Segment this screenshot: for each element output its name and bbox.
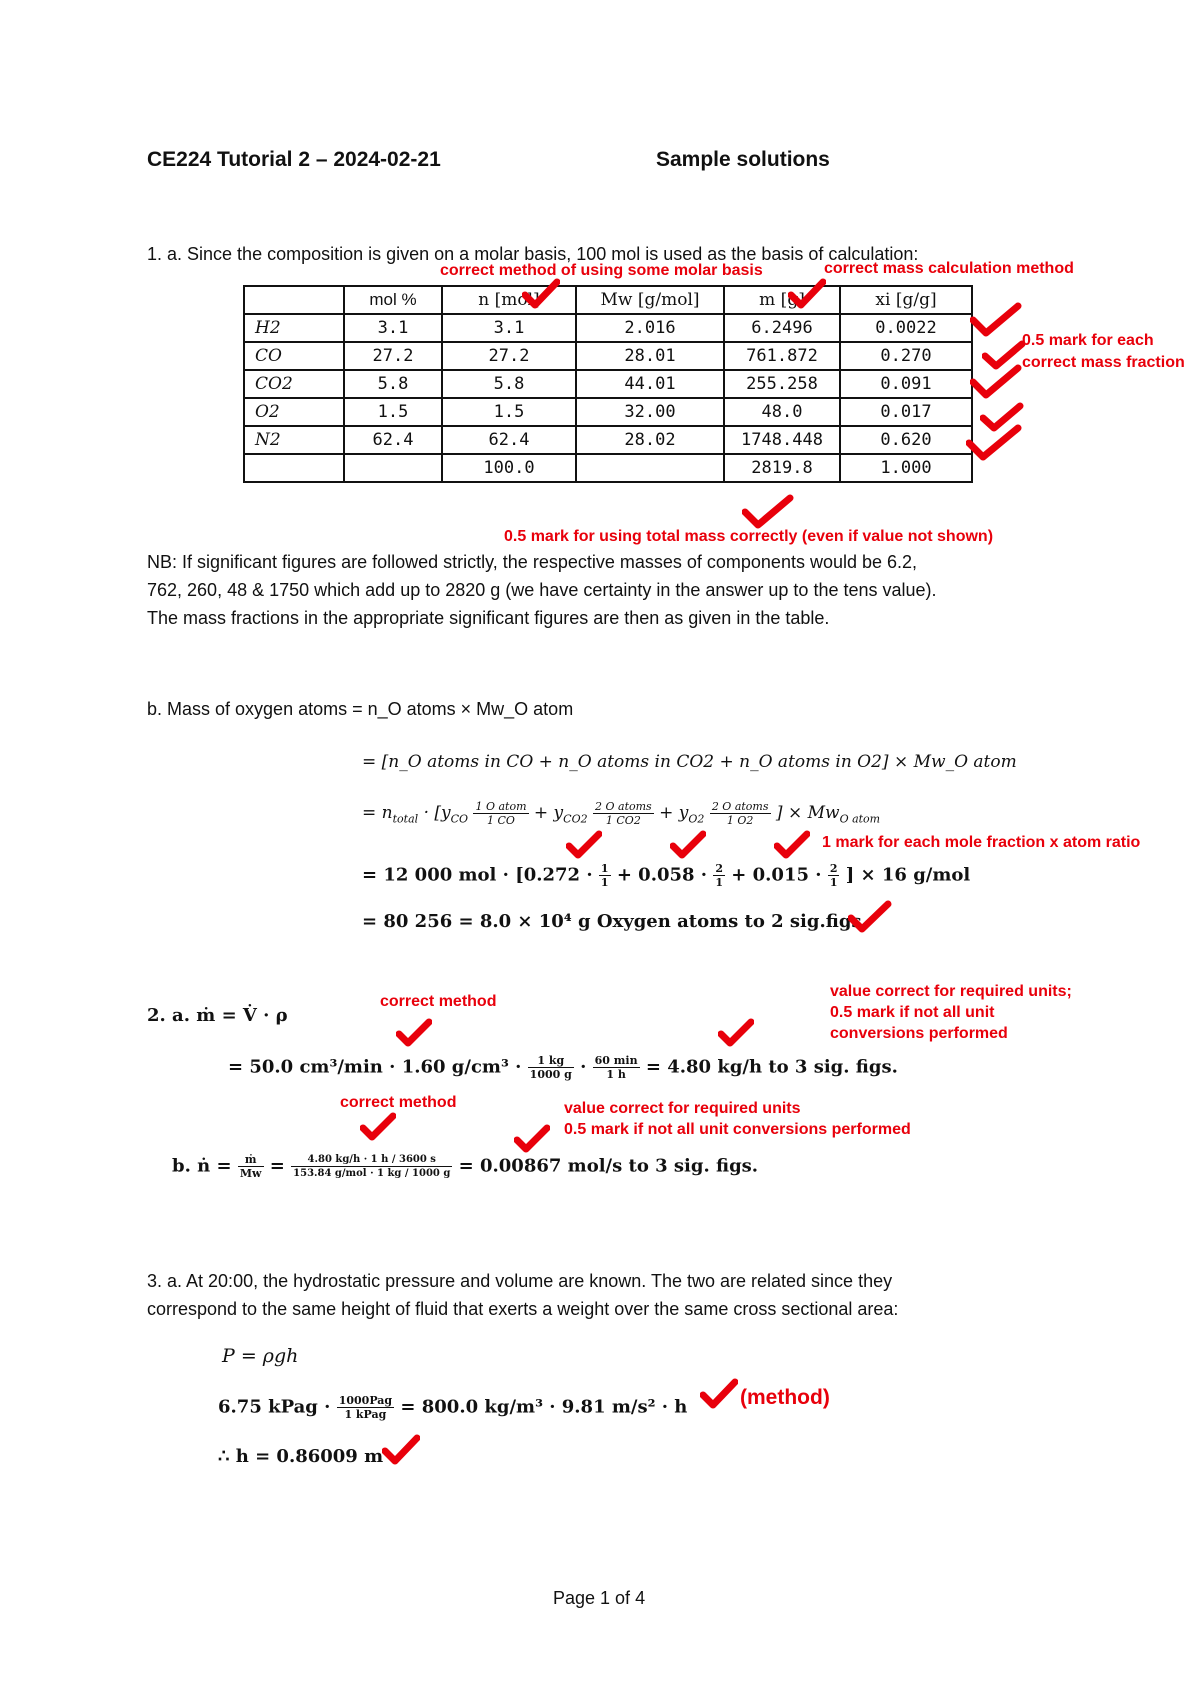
check-icon bbox=[514, 1124, 550, 1154]
table-cell: 1.000 bbox=[840, 454, 972, 482]
fraction: $\frac{1}{1}$ bbox=[600, 862, 609, 889]
fraction: $\frac{2}{1}$ bbox=[715, 862, 724, 889]
table-header: Mw [g/mol] bbox=[576, 286, 724, 314]
table-cell: 32.00 bbox=[576, 398, 724, 426]
table-cell: 0.017 bbox=[840, 398, 972, 426]
annotation-total-mass: 0.5 mark for using total mass correctly (even if value not shown) bbox=[504, 528, 994, 545]
species-cell bbox=[244, 454, 344, 482]
check-icon bbox=[382, 1434, 420, 1466]
table-header: m [g] bbox=[724, 286, 840, 314]
annotation-molar-basis: correct method of using some molar basis bbox=[440, 262, 763, 279]
table-cell: 0.0022 bbox=[840, 314, 972, 342]
doc-subtitle: Sample solutions bbox=[656, 148, 830, 171]
species-cell: O2 bbox=[244, 398, 344, 426]
fraction: $\frac{\text{ṁ}}{Mw}$ bbox=[239, 1153, 262, 1180]
check-icon bbox=[700, 1378, 738, 1410]
fraction: $\frac{2}{1}$ bbox=[829, 862, 838, 889]
annotation-mass-fraction-2: correct mass fraction bbox=[1022, 354, 1185, 371]
table-cell: 1748.448 bbox=[724, 426, 840, 454]
species-cell: CO bbox=[244, 342, 344, 370]
annotation-mole-fraction: 1 mark for each mole fraction x atom ratio bbox=[822, 834, 1141, 851]
table-cell: 27.2 bbox=[442, 342, 576, 370]
annotation-correct-method-2a: correct method bbox=[380, 993, 497, 1010]
table-row bbox=[244, 342, 972, 370]
check-icon bbox=[966, 424, 1022, 462]
table-header-row bbox=[244, 286, 972, 314]
fraction: $\frac{\text{1 O atom}}{1 CO}$ bbox=[475, 800, 527, 827]
nb-line-2: 762, 260, 48 & 1750 which add up to 2820 g (we have certainty in the answer up to the tens value). bbox=[147, 580, 937, 600]
table-header bbox=[244, 286, 344, 314]
q1b-line-4: = 12 000 mol · [0.272 · $\frac{1}{1}$ + 0.058 · $\frac{2}{1}$ + 0.015 · $\frac{2}{1}$ ] × 16 g/mol bbox=[362, 862, 971, 889]
annotation-2a-line-2: 0.5 mark if not all unit bbox=[830, 1004, 995, 1021]
table-cell: 62.4 bbox=[442, 426, 576, 454]
annotation-2a-line-1: value correct for required units; bbox=[830, 983, 1072, 1000]
q2b-line: b. ṅ = $\frac{\text{ṁ}}{Mw}$ = $\frac{4.80 kg/h \cdot 1 h / 3600 s}{\text{153.84 g/mol · 1 kg / 1000 g}}$ = 0.00867 mol/s to 3 sig. figs. bbox=[172, 1153, 759, 1180]
table-cell: 44.01 bbox=[576, 370, 724, 398]
fraction: $\frac{60 \min}{1 h}$ bbox=[594, 1054, 638, 1081]
check-icon bbox=[670, 830, 706, 860]
table-cell: 6.2496 bbox=[724, 314, 840, 342]
q1b-line-3: = $n_{total} \cdot [y_{CO}$ $\frac{\text{1 O atom}}{1 CO}$ + $y_{CO2}$ $\frac{\text{2 O atoms}}{1 CO2}$ + $y_{O2}$ $\frac{\text{2 O atoms}}{1 O2}$ ] × $Mw_{O atom}$ bbox=[362, 800, 881, 827]
table-cell: 255.258 bbox=[724, 370, 840, 398]
annotation-method: (method) bbox=[740, 1386, 830, 1409]
check-icon bbox=[788, 278, 826, 310]
table-header: xi [g/g] bbox=[840, 286, 972, 314]
fraction: $\frac{\text{1000Pag}}{\text{1 kPag}}$ bbox=[338, 1394, 393, 1421]
composition-table bbox=[243, 285, 973, 483]
q1a-intro: 1. a. Since the composition is given on a molar basis, 100 mol is used as the basis of calculation: bbox=[147, 244, 919, 264]
q1b-line-5: = 80 256 = 8.0 × 10⁴ g Oxygen atoms to 2 sig.figs. bbox=[362, 911, 868, 932]
fraction: $\frac{1 kg}{1000 g}$ bbox=[529, 1054, 572, 1081]
nb-line-1: NB: If significant figures are followed strictly, the respective masses of components would be 6.2, bbox=[147, 552, 918, 572]
table-cell: 48.0 bbox=[724, 398, 840, 426]
fraction: $\frac{4.80 kg/h \cdot 1 h / 3600 s}{\text{153.84 g/mol · 1 kg / 1000 g}}$ bbox=[293, 1154, 451, 1179]
doc-title: CE224 Tutorial 2 – 2024-02-21 bbox=[147, 148, 441, 171]
table-row bbox=[244, 398, 972, 426]
table-cell: 0.091 bbox=[840, 370, 972, 398]
page-number: Page 1 of 4 bbox=[553, 1588, 646, 1608]
q3-eq-1: P = ρgh bbox=[222, 1345, 299, 1367]
q3-line-1: 3. a. At 20:00, the hydrostatic pressure and volume are known. The two are related since they bbox=[147, 1271, 893, 1291]
table-header: mol % bbox=[344, 286, 442, 314]
fraction: $\frac{\text{2 O atoms}}{1 CO2}$ bbox=[595, 800, 652, 827]
annotation-mass-fraction-1: 0.5 mark for each bbox=[1022, 332, 1154, 349]
check-icon bbox=[396, 1018, 432, 1048]
check-icon bbox=[970, 302, 1022, 338]
table-cell: 5.8 bbox=[442, 370, 576, 398]
table-row bbox=[244, 370, 972, 398]
table-cell: 62.4 bbox=[344, 426, 442, 454]
species-cell: CO2 bbox=[244, 370, 344, 398]
q1b-line-1: b. Mass of oxygen atoms = n_O atoms × Mw_O atom bbox=[147, 699, 574, 719]
table-cell: 28.02 bbox=[576, 426, 724, 454]
q2a-line-2: = 50.0 cm³/min · 1.60 g/cm³ · $\frac{1 kg}{1000 g}$ · $\frac{60 \min}{1 h}$ = 4.80 kg/h to 3 sig. figs. bbox=[228, 1054, 898, 1081]
check-icon bbox=[774, 830, 810, 860]
table-cell: 2819.8 bbox=[724, 454, 840, 482]
q2a-line-1: 2. a. ṁ = V̇ · ρ bbox=[147, 1005, 288, 1026]
table-cell: 1.5 bbox=[442, 398, 576, 426]
table-cell: 28.01 bbox=[576, 342, 724, 370]
table-row bbox=[244, 314, 972, 342]
species-cell: H2 bbox=[244, 314, 344, 342]
table-cell: 3.1 bbox=[344, 314, 442, 342]
table-cell: 100.0 bbox=[442, 454, 576, 482]
annotation-correct-method-2b: correct method bbox=[340, 1094, 457, 1111]
annotation-2a-line-3: conversions performed bbox=[830, 1025, 1008, 1042]
table-cell: 2.016 bbox=[576, 314, 724, 342]
check-icon bbox=[848, 900, 892, 934]
nb-line-3: The mass fractions in the appropriate significant figures are then as given in the table. bbox=[147, 608, 830, 628]
annotation-2b-line-1: value correct for required units bbox=[564, 1100, 801, 1117]
check-icon bbox=[360, 1112, 396, 1142]
q1b-line-2: = [n_O atoms in CO + n_O atoms in CO2 + n_O atoms in O2] × Mw_O atom bbox=[362, 752, 1017, 772]
check-icon bbox=[566, 830, 602, 860]
table-row bbox=[244, 426, 972, 454]
q3-eq-3: ∴ h = 0.86009 m bbox=[218, 1446, 384, 1467]
table-cell bbox=[576, 454, 724, 482]
annotation-mass-method: correct mass calculation method bbox=[824, 260, 1074, 277]
annotation-2b-line-2: 0.5 mark if not all unit conversions performed bbox=[564, 1121, 911, 1138]
table-total-row bbox=[244, 454, 972, 482]
table-cell bbox=[344, 454, 442, 482]
q3-eq-2: 6.75 kPag · $\frac{\text{1000Pag}}{\text{1 kPag}}$ = 800.0 kg/m³ · 9.81 m/s² · h bbox=[218, 1394, 688, 1421]
check-icon bbox=[718, 1018, 754, 1048]
q3-line-2: correspond to the same height of fluid that exerts a weight over the same cross sectional area: bbox=[147, 1299, 899, 1319]
table-cell: 1.5 bbox=[344, 398, 442, 426]
table-cell: 27.2 bbox=[344, 342, 442, 370]
check-icon bbox=[522, 278, 560, 310]
fraction: $\frac{\text{2 O atoms}}{1 O2}$ bbox=[711, 800, 769, 827]
table-header: n [mol] bbox=[442, 286, 576, 314]
table-cell: 5.8 bbox=[344, 370, 442, 398]
species-cell: N2 bbox=[244, 426, 344, 454]
table-cell: 761.872 bbox=[724, 342, 840, 370]
table-cell: 0.270 bbox=[840, 342, 972, 370]
check-icon bbox=[742, 494, 794, 530]
table-cell: 3.1 bbox=[442, 314, 576, 342]
table-cell: 0.620 bbox=[840, 426, 972, 454]
check-icon bbox=[970, 364, 1022, 400]
